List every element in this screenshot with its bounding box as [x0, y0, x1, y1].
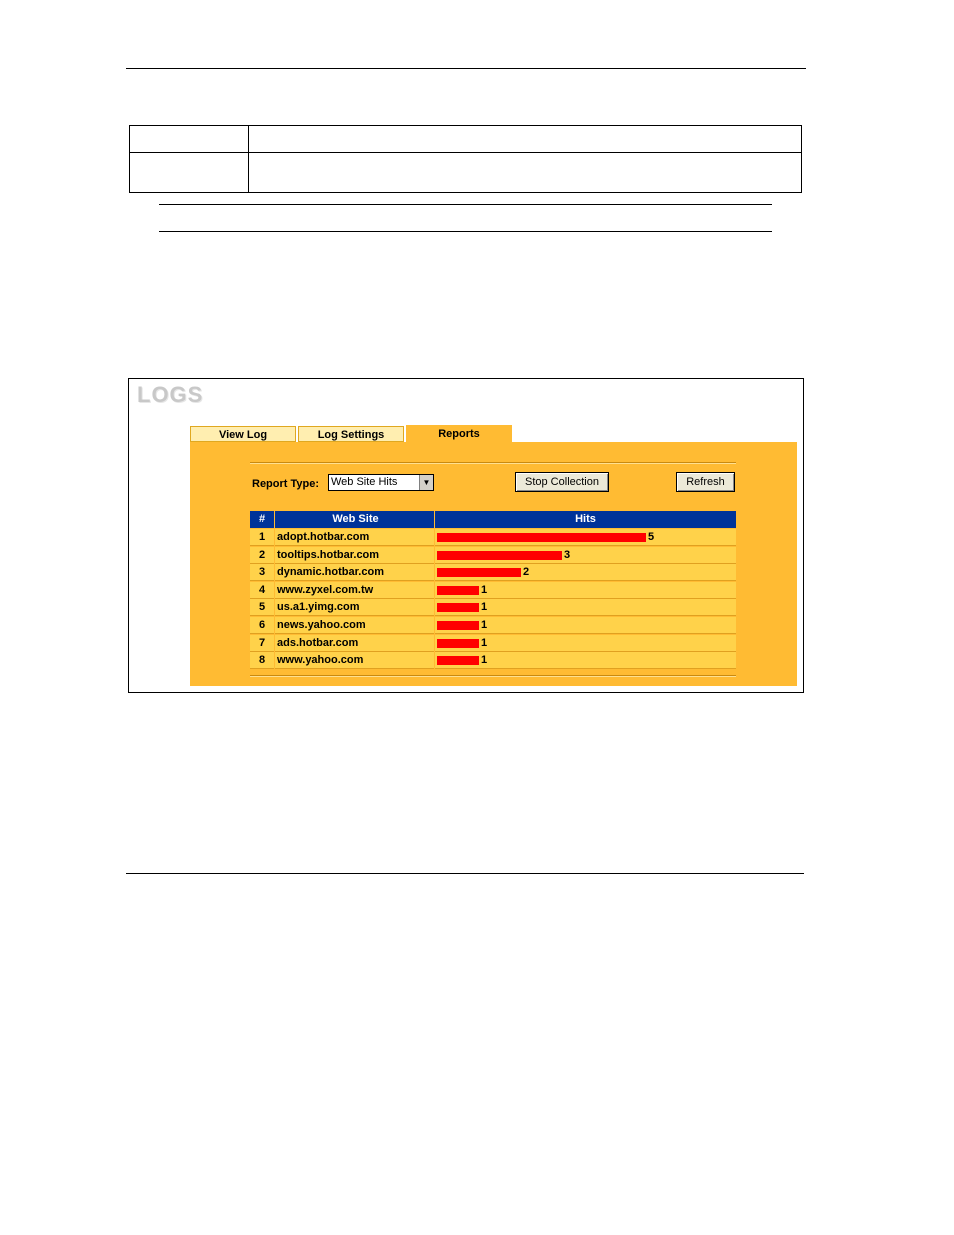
row-web-site: ads.hotbar.com — [275, 635, 434, 652]
report-type-value: Web Site Hits — [331, 476, 398, 488]
hits-value: 1 — [481, 619, 488, 631]
row-web-site: news.yahoo.com — [275, 617, 434, 634]
page-header-rule — [126, 68, 806, 69]
hits-bar — [437, 586, 479, 595]
table-row — [250, 635, 736, 652]
table-row — [250, 564, 736, 581]
row-web-site: dynamic.hotbar.com — [275, 564, 434, 581]
hits-bar — [437, 568, 521, 577]
table-header — [250, 511, 736, 528]
row-num: 5 — [250, 599, 274, 616]
hits-bar — [437, 551, 562, 560]
row-hits — [435, 529, 736, 546]
row-web-site: us.a1.yimg.com — [275, 599, 434, 616]
row-web-site: adopt.hotbar.com — [275, 529, 434, 546]
hits-bar — [437, 621, 479, 630]
hits-value: 1 — [481, 601, 488, 614]
hits-bar — [437, 533, 646, 542]
row-hits — [435, 582, 736, 599]
row-num: 4 — [250, 582, 274, 599]
chevron-down-icon[interactable]: ▼ — [419, 475, 433, 490]
page-title: LOGS — [137, 382, 204, 407]
reports-panel — [190, 442, 797, 686]
report-type-select[interactable] — [328, 474, 434, 491]
row-num: 3 — [250, 564, 274, 581]
logs-screenshot — [128, 378, 804, 693]
row-num: 1 — [250, 529, 274, 546]
hits-value: 2 — [523, 566, 530, 579]
panel-divider — [250, 675, 736, 677]
note-rule-bottom — [159, 231, 772, 232]
note-rule-top — [159, 204, 772, 205]
row-hits — [435, 564, 736, 581]
table-row — [250, 582, 736, 599]
hits-value: 3 — [564, 548, 571, 561]
header-hits: Hits — [435, 511, 736, 528]
page-footer-rule — [126, 873, 804, 874]
header-num: # — [250, 511, 274, 528]
hits-bar — [437, 603, 479, 612]
row-hits — [435, 547, 736, 564]
table-row — [250, 529, 736, 546]
table-row — [250, 547, 736, 564]
hits-bar — [437, 639, 479, 648]
table-row — [250, 652, 736, 669]
table-row — [250, 599, 736, 616]
refresh-button[interactable]: Refresh — [676, 472, 735, 492]
tab-reports[interactable]: Reports — [406, 425, 512, 443]
row-web-site: www.zyxel.com.tw — [275, 582, 434, 599]
row-num: 7 — [250, 635, 274, 652]
row-num: 2 — [250, 547, 274, 564]
header-web-site: Web Site — [275, 511, 434, 528]
hits-value: 1 — [481, 654, 488, 667]
row-web-site: www.yahoo.com — [275, 652, 434, 669]
tab-log-settings[interactable]: Log Settings — [298, 426, 404, 442]
row-hits — [435, 635, 736, 652]
tab-view-log[interactable]: View Log — [190, 426, 296, 442]
document-table — [129, 125, 802, 193]
row-hits — [435, 599, 736, 616]
hits-bar — [437, 656, 479, 665]
hits-value: 1 — [481, 636, 488, 649]
table-row — [250, 617, 736, 634]
row-web-site: tooltips.hotbar.com — [275, 547, 434, 564]
hits-value: 5 — [648, 531, 655, 543]
table-divider — [130, 152, 801, 153]
row-hits — [435, 617, 736, 634]
report-type-label: Report Type: — [252, 478, 320, 490]
panel-divider — [250, 462, 736, 464]
stop-collection-button[interactable]: Stop Collection — [515, 472, 609, 492]
row-hits — [435, 652, 736, 669]
table-divider — [248, 126, 249, 192]
hits-value: 1 — [481, 583, 488, 596]
row-num: 8 — [250, 652, 274, 669]
row-num: 6 — [250, 617, 274, 634]
